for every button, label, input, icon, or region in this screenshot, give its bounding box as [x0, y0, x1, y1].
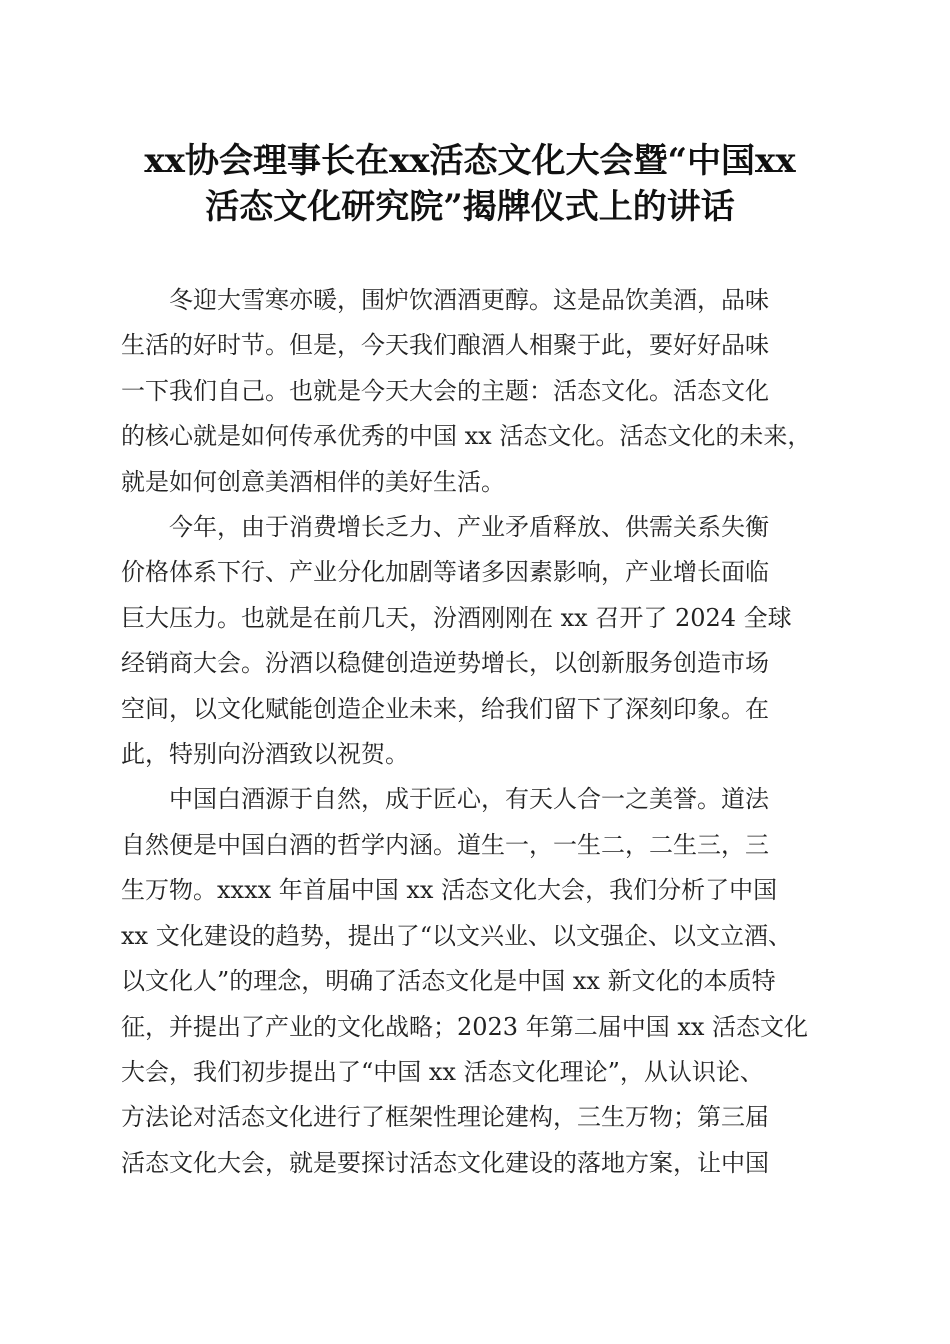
paragraph-line: xx 文化建设的趋势，提出了“以文兴业、以文强企、以文立酒、	[121, 921, 792, 950]
paragraph-line: 自然便是中国白酒的哲学内涵。道生一，一生二，二生三，三	[121, 830, 769, 859]
paragraph-line: 就是如何创意美酒相伴的美好生活。	[121, 467, 505, 496]
paragraph-line: 生万物。xxxx 年首届中国 xx 活态文化大会，我们分析了中国	[121, 876, 778, 905]
paragraph-line: 征，并提出了产业的文化战略；2023 年第二届中国 xx 活态文化	[121, 1012, 809, 1041]
paragraph-line: 此，特别向汾酒致以祝贺。	[121, 740, 409, 769]
paragraph-line: 今年，由于消费增长乏力、产业矛盾释放、供需关系失衡	[169, 513, 769, 542]
title-line-1: xx协会理事长在xx活态文化大会暨“中国xx	[144, 141, 796, 181]
paragraph-line: 大会，我们初步提出了“中国 xx 活态文化理论”，从认识论、	[121, 1057, 764, 1086]
paragraph-2	[121, 505, 837, 777]
paragraph-line: 经销商大会。汾酒以稳健创造逆势增长，以创新服务创造市场	[121, 649, 769, 678]
paragraph-line: 一下我们自己。也就是今天大会的主题：活态文化。活态文化	[121, 376, 769, 405]
paragraph-line: 空间，以文化赋能创造企业未来，给我们留下了深刻印象。在	[121, 694, 769, 723]
document-title	[100, 138, 840, 230]
paragraph-line: 方法论对活态文化进行了框架性理论建构，三生万物；第三届	[121, 1103, 769, 1132]
paragraph-3	[121, 777, 837, 1186]
paragraph-line: 巨大压力。也就是在前几天，汾酒刚刚在 xx 召开了 2024 全球	[121, 603, 792, 632]
paragraph-1	[121, 278, 837, 505]
paragraph-line: 的核心就是如何传承优秀的中国 xx 活态文化。活态文化的未来，	[121, 422, 812, 451]
title-line-2: 活态文化研究院”揭牌仪式上的讲话	[205, 187, 735, 227]
paragraph-line: 冬迎大雪寒亦暖，围炉饮酒酒更醇。这是品饮美酒，品味	[169, 286, 769, 314]
document-body	[121, 278, 837, 1186]
paragraph-line: 价格体系下行、产业分化加剧等诸多因素影响，产业增长面临	[121, 558, 769, 587]
paragraph-line: 活态文化大会，就是要探讨活态文化建设的落地方案，让中国	[121, 1148, 769, 1177]
paragraph-line: 中国白酒源于自然，成于匠心，有天人合一之美誉。道法	[169, 785, 769, 814]
paragraph-line: 生活的好时节。但是，今天我们酿酒人相聚于此，要好好品味	[121, 331, 769, 360]
paragraph-line: 以文化人”的理念，明确了活态文化是中国 xx 新文化的本质特	[121, 967, 776, 996]
